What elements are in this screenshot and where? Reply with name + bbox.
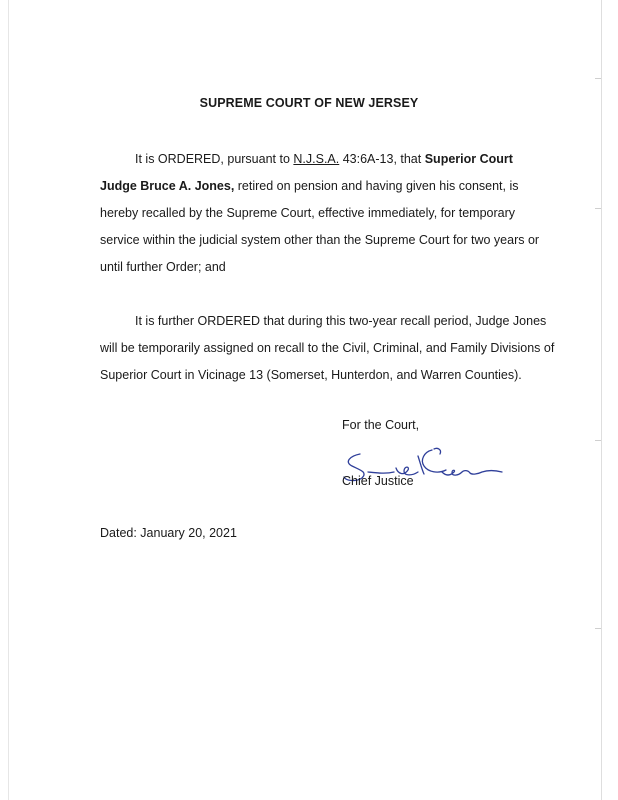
paragraph-line: hereby recalled by the Supreme Court, effective immediately, for temporary xyxy=(100,206,516,220)
date-line: Dated: January 20, 2021 xyxy=(100,526,237,540)
statute-citation: N.J.S.A. xyxy=(293,152,340,166)
scan-edge-left xyxy=(8,0,9,800)
paragraph-line: It is further ORDERED that during this two-year recall period, Judge Jones xyxy=(135,314,547,328)
court-name: Superior Court xyxy=(424,152,513,166)
paragraph-line: Judge Bruce A. Jones, retired on pension and having given his consent, is xyxy=(100,179,519,193)
paragraph-line: until further Order; and xyxy=(100,260,226,274)
scan-edge-right xyxy=(601,0,602,800)
scan-mark xyxy=(595,440,601,441)
for-the-court-label: For the Court, xyxy=(342,418,420,432)
judge-name: Judge Bruce A. Jones, xyxy=(100,179,235,193)
order-paragraph-1 xyxy=(100,146,540,281)
chief-justice-title: Chief Justice xyxy=(342,474,414,488)
paragraph-line: will be temporarily assigned on recall to the Civil, Criminal, and Family Divisions of xyxy=(100,341,555,355)
scan-mark xyxy=(595,628,601,629)
paragraph-line: service within the judicial system other than the Supreme Court for two years or xyxy=(100,233,540,247)
scan-mark xyxy=(595,208,601,209)
order-paragraph-2 xyxy=(100,308,555,389)
paragraph-line: It is ORDERED, pursuant to N.J.S.A. 43:6A-13, that Superior Court xyxy=(135,152,513,166)
scan-mark xyxy=(595,78,601,79)
court-heading: SUPREME COURT OF NEW JERSEY xyxy=(199,96,419,110)
paragraph-line: Superior Court in Vicinage 13 (Somerset, Hunterdon, and Warren Counties). xyxy=(100,368,522,382)
